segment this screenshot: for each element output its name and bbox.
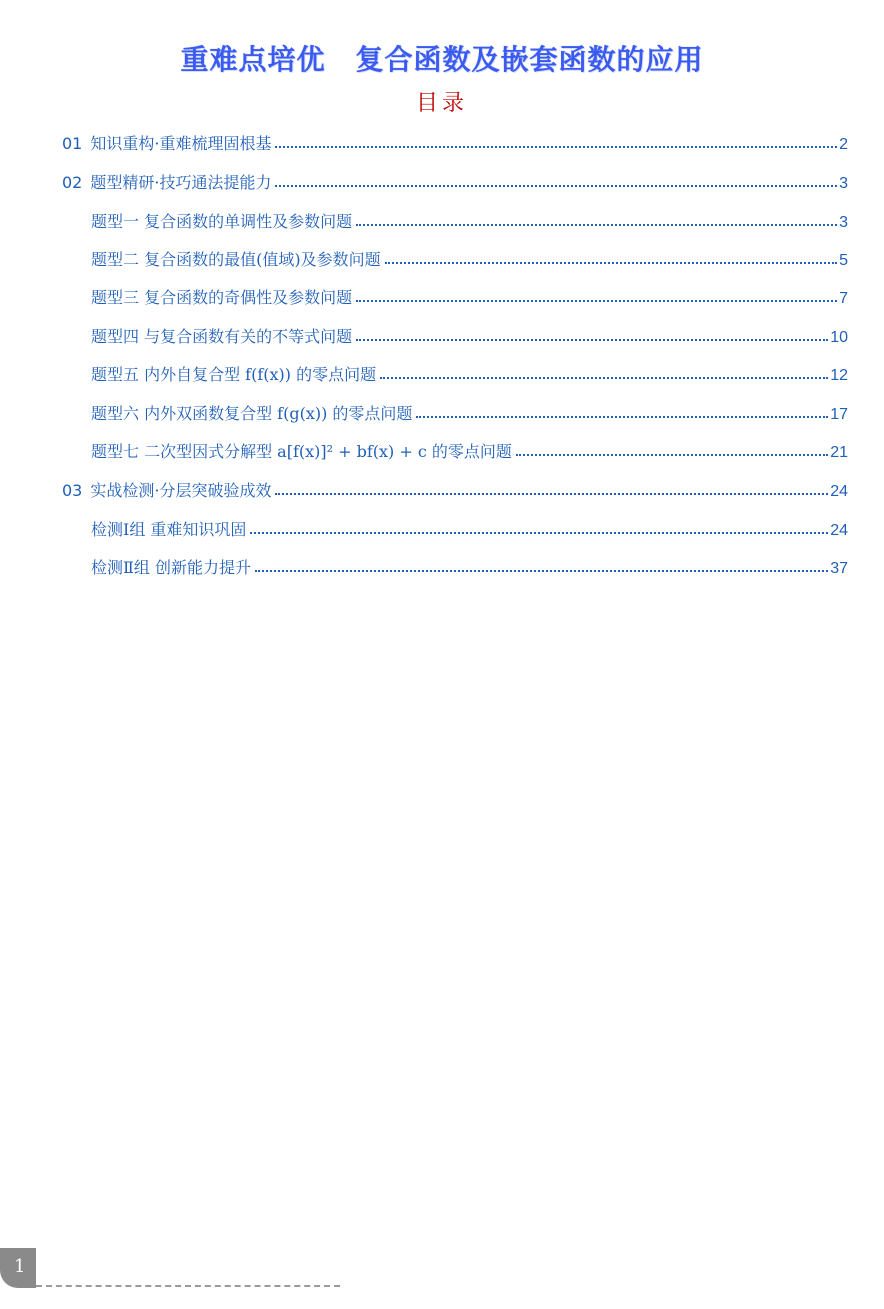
toc-entry-page: 2: [839, 136, 848, 153]
toc-heading: 目录: [415, 91, 468, 116]
page-number: 1: [14, 1256, 26, 1277]
toc-entry-01[interactable]: [62, 130, 848, 154]
toc-entry-text: 题型四 与复合函数有关的不等式问题: [91, 327, 353, 346]
toc-entry-text: 题型精研·技巧通法提能力: [90, 173, 272, 192]
dot-leader: [356, 224, 837, 226]
toc-entry-text: 题型一 复合函数的单调性及参数问题: [91, 212, 353, 231]
toc-entry-page: 24: [830, 522, 848, 539]
toc-entry-text: 知识重构·重难梳理固根基: [90, 134, 272, 153]
toc-entry-page: 37: [830, 560, 848, 577]
toc-entry-type-5[interactable]: [91, 361, 848, 385]
toc-entry-number: 02: [62, 173, 83, 192]
toc-entry-page: 7: [839, 290, 848, 307]
title-part1: 重难点培优: [180, 43, 326, 76]
toc-entry-number: 01: [62, 134, 83, 153]
toc-entry-number: 03: [62, 481, 83, 500]
toc-entry-page: 12: [830, 367, 848, 384]
dot-leader: [385, 262, 838, 264]
toc-entry-page: 17: [830, 406, 848, 423]
toc-entry-page: 3: [839, 214, 848, 231]
toc-entry-type-3[interactable]: [91, 284, 848, 308]
dot-leader: [380, 377, 828, 379]
dot-leader: [255, 570, 828, 572]
toc-entry-type-1[interactable]: [91, 208, 848, 232]
toc-entry-text: 题型三 复合函数的奇偶性及参数问题: [91, 288, 353, 307]
dot-leader: [356, 339, 828, 341]
title-part2: 复合函数及嵌套函数的应用: [355, 43, 704, 76]
toc-entry-page: 21: [830, 444, 848, 461]
dot-leader: [416, 416, 828, 418]
toc-entry-text: 题型六 内外双函数复合型 f(g(x)) 的零点问题: [91, 404, 413, 423]
toc-entry-03[interactable]: [62, 477, 848, 501]
footer-dashed-line: [36, 1285, 340, 1287]
toc-entry-page: 24: [830, 483, 848, 500]
toc-entry-type-2[interactable]: [91, 246, 848, 270]
toc-entry-type-4[interactable]: [91, 323, 848, 347]
toc-entry-test-2[interactable]: [91, 554, 848, 578]
toc-entry-text: 题型五 内外自复合型 f(f(x)) 的零点问题: [91, 365, 377, 384]
toc-entry-test-1[interactable]: [91, 516, 848, 540]
toc-entry-type-7[interactable]: [91, 438, 848, 462]
dot-leader: [356, 300, 837, 302]
toc-entry-text: 检测Ⅰ组 重难知识巩固: [91, 520, 247, 539]
toc-entry-page: 5: [839, 252, 848, 269]
dot-leader: [516, 454, 828, 456]
toc-entry-type-6[interactable]: [91, 400, 848, 424]
toc-entry-page: 10: [830, 329, 848, 346]
dot-leader: [250, 532, 828, 534]
dot-leader: [275, 493, 828, 495]
dot-leader: [275, 146, 837, 148]
toc-entry-text: 实战检测·分层突破验成效: [90, 481, 272, 500]
dot-leader: [275, 185, 837, 187]
toc-entry-text: 题型二 复合函数的最值(值域)及参数问题: [91, 250, 381, 269]
toc-entry-page: 3: [839, 175, 848, 192]
toc-entry-02[interactable]: [62, 169, 848, 193]
toc-entry-text: 检测Ⅱ组 创新能力提升: [91, 558, 251, 577]
document-title: [0, 38, 884, 78]
toc-entry-text: 题型七 二次型因式分解型 a[f(x)]² + bf(x) + c 的零点问题: [91, 442, 512, 461]
